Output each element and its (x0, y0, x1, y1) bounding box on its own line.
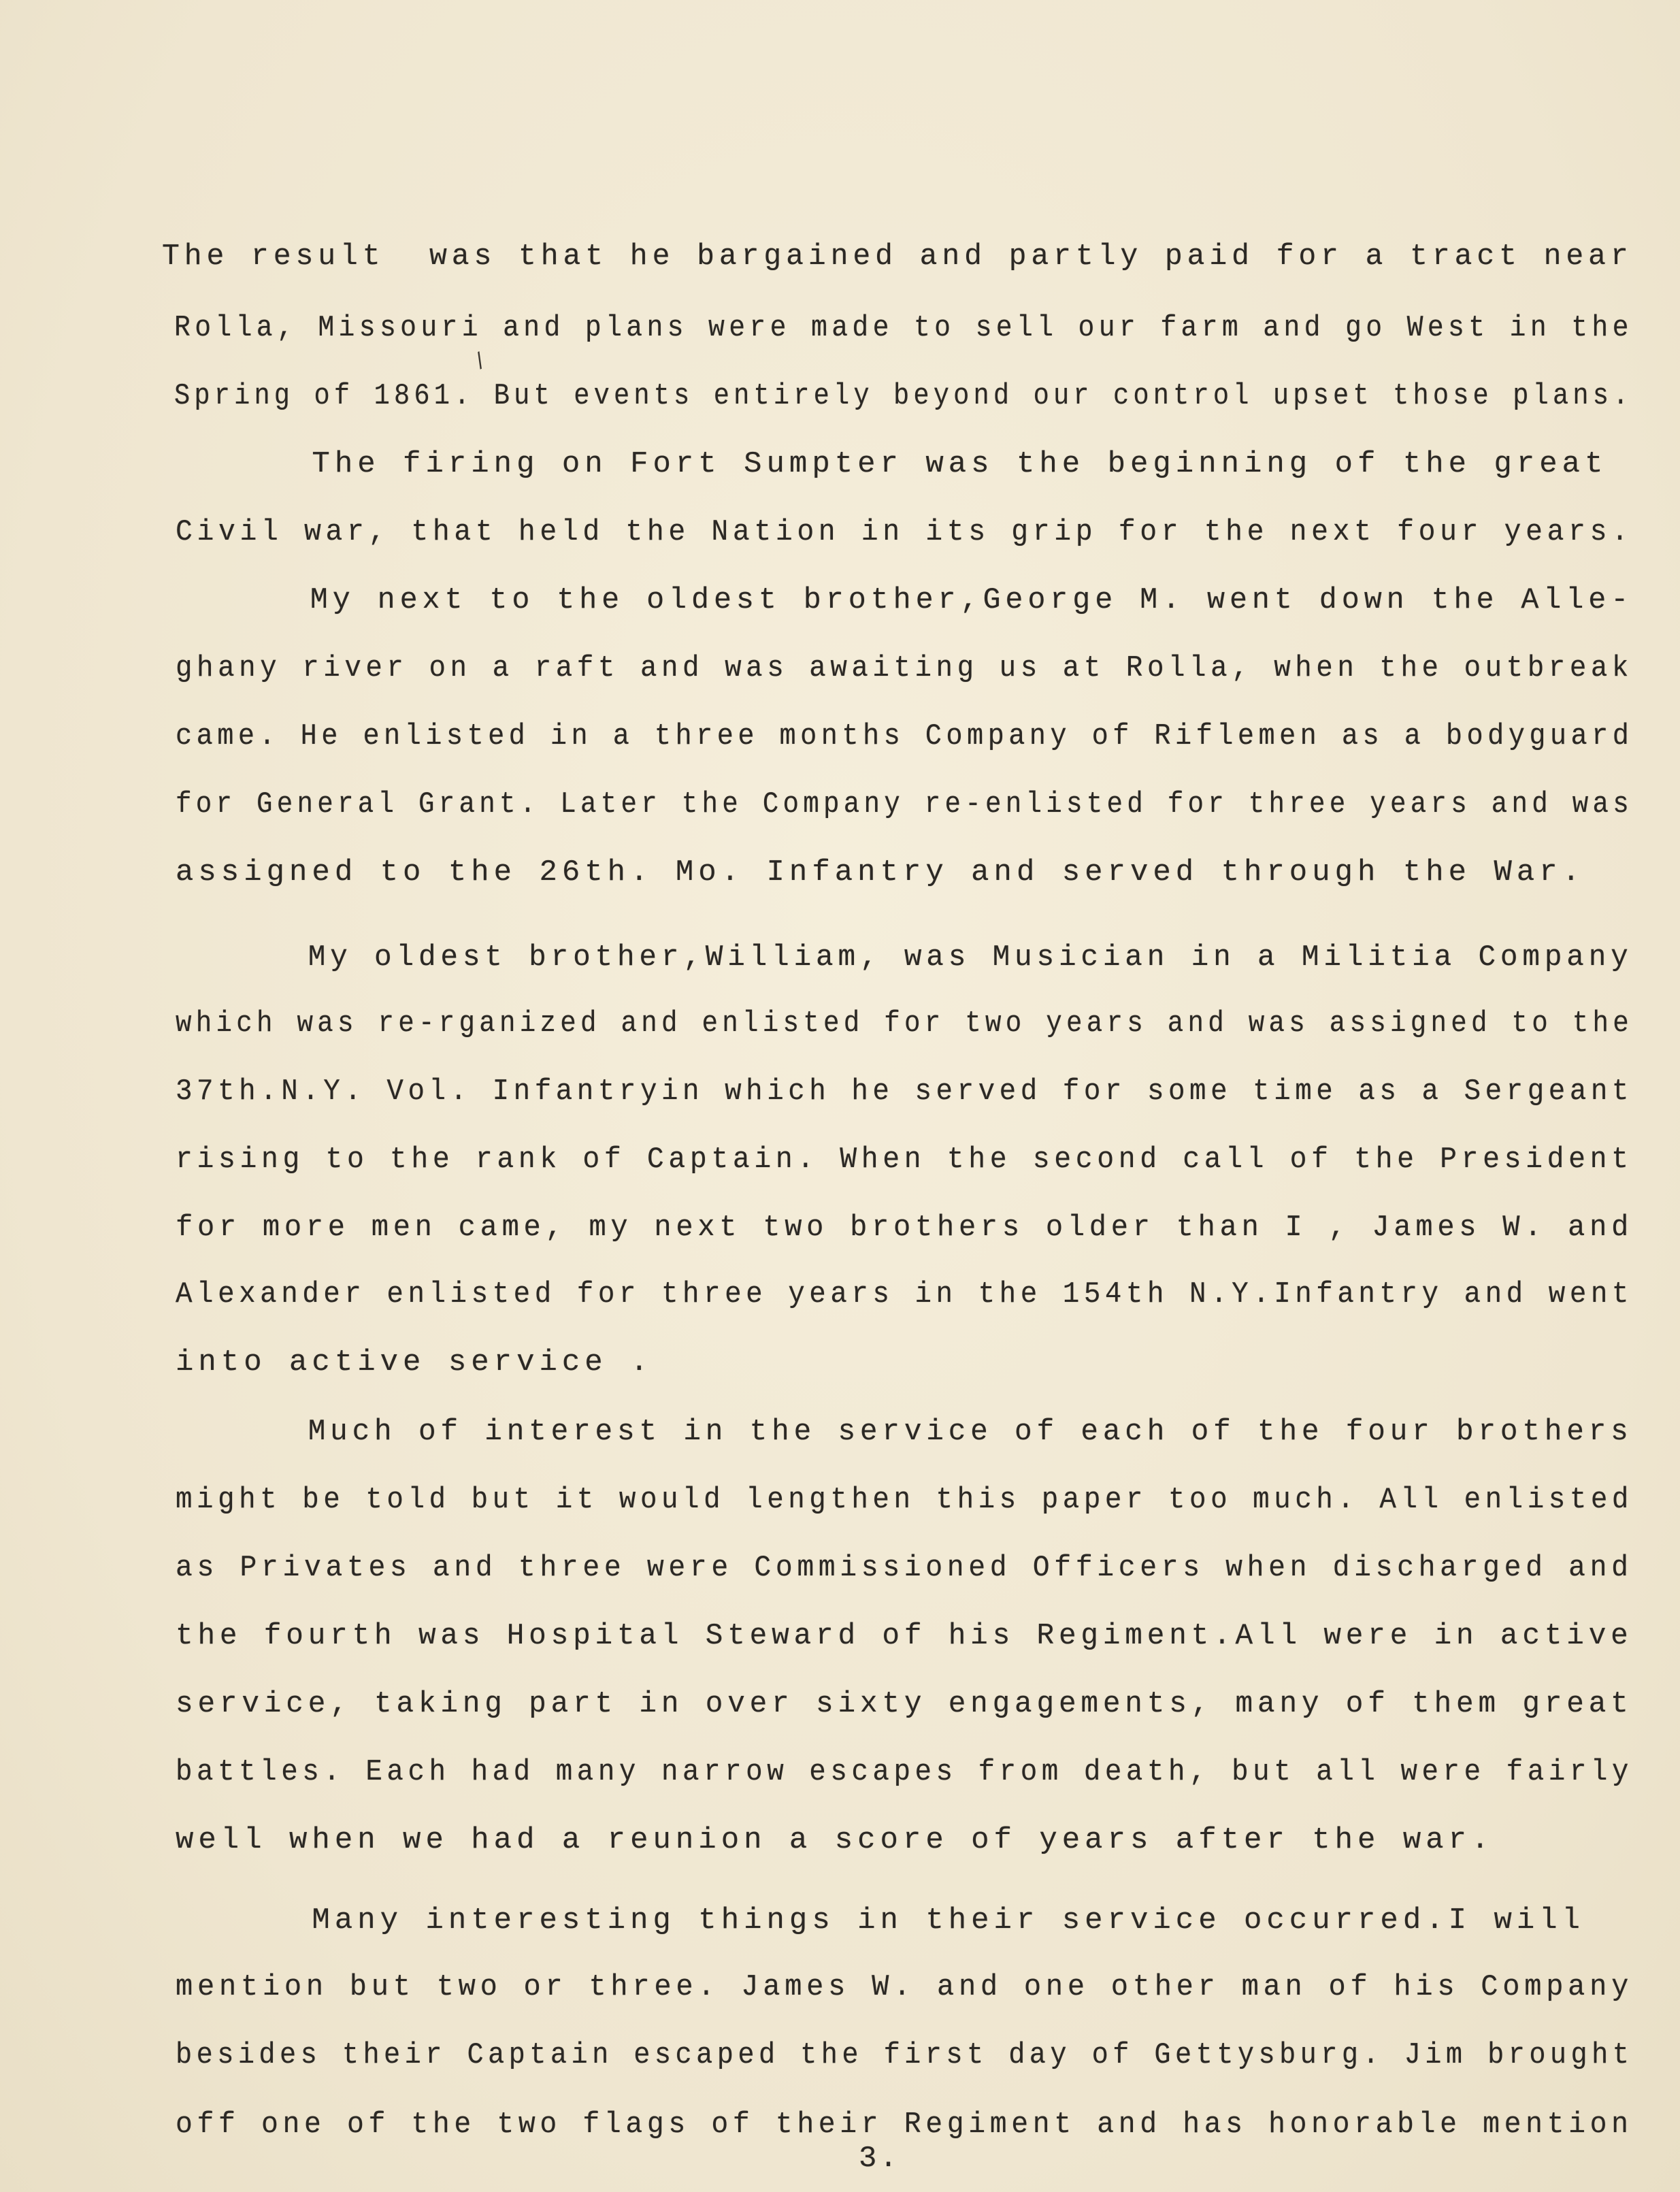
text-line: My next to the oldest brother,George M. went down the Alle- (176, 583, 1634, 617)
text-line: for General Grant. Later the Company re-enlisted for three years and was (176, 787, 1633, 821)
text-line: as Privates and three were Commissioned Officers when discharged and (176, 1551, 1633, 1585)
text-line: battles. Each had many narrow escapes from death, but all were fairly (176, 1755, 1633, 1789)
page-number: 3. (859, 2142, 900, 2176)
text-line: might be told but it would lengthen this paper too much. All enlisted (176, 1483, 1633, 1517)
text-line: well when we had a reunion a score of years after the war. (176, 1823, 1494, 1857)
text-line: mention but two or three. James W. and one other man of his Company (176, 1970, 1634, 2004)
text-line: assigned to the 26th. Mo. Infantry and served through the War. (176, 855, 1585, 889)
text-line: Many interesting things in their service occurred.I will (176, 1903, 1585, 1937)
text-line: Spring of 1861. But events entirely beyond our control upset those plans. (174, 379, 1633, 413)
text-line: for more men came, my next two brothers older than I , James W. and (176, 1211, 1634, 1245)
text-line: besides their Captain escaped the first day of Gettysburg. Jim brought (176, 2038, 1634, 2072)
text-line: rising to the rank of Captain. When the second call of the President (176, 1143, 1633, 1177)
text-line: into active service . (176, 1345, 653, 1379)
handwritten-caret-mark: / (472, 348, 489, 373)
text-line: ghany river on a raft and was awaiting us at Rolla, when the outbreak (176, 651, 1633, 685)
text-line: Alexander enlisted for three years in the 154th N.Y.Infantry and went (176, 1277, 1633, 1311)
text-line: which was re-rganized and enlisted for two years and was assigned to the (176, 1007, 1633, 1041)
text-line: off one of the two flags of their Regiment and has honorable mention (176, 2108, 1633, 2142)
text-line: Much of interest in the service of each of the four brothers (176, 1415, 1633, 1449)
text-line: service, taking part in over sixty engagements, many of them great (176, 1687, 1633, 1721)
text-line: the fourth was Hospital Steward of his Regiment.All were in active (176, 1619, 1633, 1653)
text-line: The firing on Fort Sumpter was the beginning of the great (176, 447, 1608, 481)
text-line: 37th.N.Y. Vol. Infantryin which he served for some time as a Sergeant (176, 1075, 1633, 1109)
text-line: Rolla, Missouri and plans were made to sell our farm and go West in the (174, 311, 1633, 345)
text-line: came. He enlisted in a three months Company of Riflemen as a bodyguard (176, 719, 1634, 753)
text-line: My oldest brother,William, was Musician in a Militia Company (176, 940, 1633, 975)
text-line: The result was that he bargained and partly paid for a tract near (162, 240, 1633, 274)
text-line: Civil war, that held the Nation in its grip for the next four years. (176, 515, 1633, 549)
